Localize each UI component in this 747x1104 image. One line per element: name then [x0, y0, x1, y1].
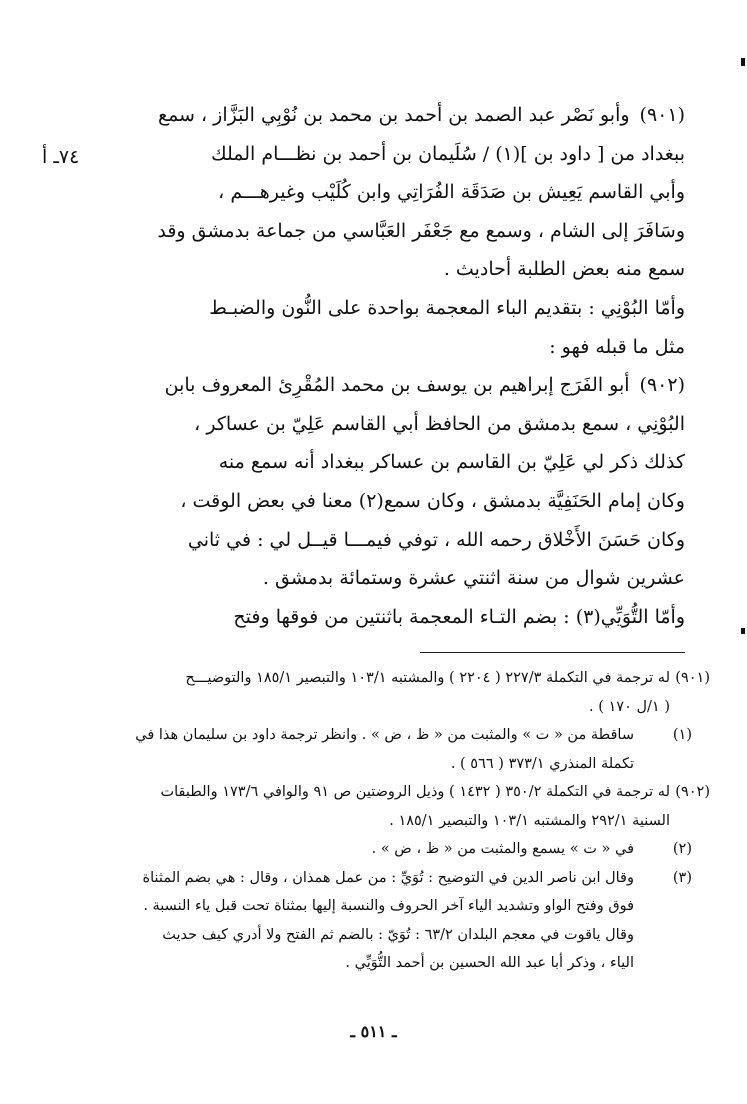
text-line: وأمّا التُّوَيِّي(٣) : بضم التـاء المعجمة باثنتين من فوقها وفتح	[233, 605, 685, 628]
footnote-3-cont	[110, 892, 710, 921]
footnote-key: (٣)	[672, 869, 692, 886]
footnote-text: له ترجمة في التكملة ٢٢٧/٣ ( ٢٢٠٤ ) والمشتبه ١٠٣/١ والتبصير ١٨٥/١ والتوضيـــح	[185, 670, 670, 686]
text-line: وأمّا البُوْنِي : بتقديم الباء المعجمة بواحدة على النُّون والضبـط	[209, 296, 685, 319]
footnote-separator	[420, 652, 685, 653]
footnote-text: تكملة المنذري ٣٧٣/١ ( ٥٦٦ ) .	[450, 755, 634, 772]
manuscript-folio-ref: ٧٤ـ أ	[42, 146, 80, 168]
scan-mark-top	[741, 58, 745, 66]
footnote-902-cont	[110, 807, 710, 836]
footnote-1-cont	[110, 750, 710, 779]
footnote-3-cont	[110, 949, 710, 978]
entry-number-902: (٩٠٢)	[639, 374, 685, 397]
text-line: وأبو نَصْر عبد الصمد بن أحمد بن محمد بن نُوْبِي البَزَّاز ، سمع	[157, 104, 630, 126]
footnote-text: فوق وفتح الواو وتشديد الياء آخر الحروف والنسبة إليها بمثناة تحت قبل ياء النسبة .	[143, 898, 634, 914]
text-line: وسَافَرَ إلى الشام ، وسمع مع جَعْفَر العَبَّاسي من جماعة بدمشق وقد	[157, 219, 685, 242]
text-line: وكان حَسَنَ الأَخْلاق رحمه الله ، توفي فيمـــا قيــل لي : في ثاني	[187, 528, 685, 551]
footnote-text: وقال ابن ناصر الدين في التوضيح : تُوَيِّ : من عمل همذان ، وقال : هي بضم المثناة	[142, 869, 634, 886]
footnote-text: السنية ٢٩٢/١ والمشتبه ١٠٣/١ والتبصير ١٨٥/١ .	[389, 812, 670, 829]
footnote-902	[110, 778, 710, 807]
footnote-3-cont	[110, 921, 710, 950]
footnote-text: الياء ، وذكر أبا عبد الله الحسين بن أحمد التُّوَيِّي .	[345, 955, 634, 971]
entry-901-line-1	[130, 96, 685, 135]
entry-number-901: (٩٠١)	[639, 104, 685, 126]
footnote-3	[110, 864, 710, 893]
footnote-text: ساقطة من « ت » والمثبت من « ظ ، ض » . وانظر ترجمة داود بن سليمان هذا في	[135, 727, 634, 743]
footnote-text: ( ١/ل ١٧٠ ) .	[589, 698, 670, 715]
footnote-901	[110, 664, 710, 693]
footnote-key: (٢)	[672, 841, 692, 857]
footnote-key: (٩٠١)	[675, 670, 710, 686]
scan-mark-bottom	[741, 628, 745, 634]
text-line: سمع منه بعض الطلبة أحاديث .	[443, 258, 685, 281]
entry-902-line-1	[130, 366, 685, 405]
footnote-key: (٩٠٢)	[675, 784, 710, 800]
text-line: عشرين شوال من سنة اثنتي عشرة وستمائة بدمشق .	[262, 567, 685, 590]
footnote-901-cont	[110, 693, 710, 722]
footnote-key: (١)	[672, 727, 692, 743]
footnotes	[110, 664, 710, 978]
footnote-2	[110, 835, 710, 864]
footnote-1	[110, 721, 710, 750]
text-line: كذلك ذكر لي عَلِيّ بن القاسم بن عساكر ببغداد أنه سمع منه	[218, 451, 685, 474]
footnote-text: في « ت » يسمع والمثبت من « ظ ، ض » .	[371, 841, 634, 857]
text-line: البُوْنِي ، سمع بدمشق من الحافظ أبي القاسم عَلِيّ بن عساكر ،	[194, 412, 685, 435]
main-text	[130, 96, 685, 636]
footnote-text: وقال ياقوت في معجم البلدان ٦٣/٢ : تُوَيّ : بالضم ثم الفتح ولا أدري كيف حديث	[162, 926, 634, 943]
text-line: أبو الفَرَج إبراهيم بن يوسف بن محمد المُقْرِئ المعروف بابن	[164, 374, 630, 397]
page-number: ـ ٥١١ ـ	[350, 1022, 397, 1041]
text-line: مثل ما قبله فهو :	[549, 335, 685, 358]
text-line: وأبي القاسم يَعِيش بن صَدَقَة الفُرَاتِي وابن كُلَيْب وغيرهـــم ،	[218, 181, 685, 204]
text-line: ببغداد من [ داود بن ](١) / سُلَيمان بن أحمد بن نظـــام الملك	[210, 142, 685, 165]
footnote-text: له ترجمة في التكملة ٣٥٠/٢ ( ١٤٣٢ ) وذيل الروضتين ص ٩١ والوافي ١٧٣/٦ والطبقات	[160, 784, 670, 800]
text-line: وكان إمام الحَنَفِيَّة بدمشق ، وكان سمع(٢) معنا في بعض الوقت ،	[180, 489, 685, 512]
